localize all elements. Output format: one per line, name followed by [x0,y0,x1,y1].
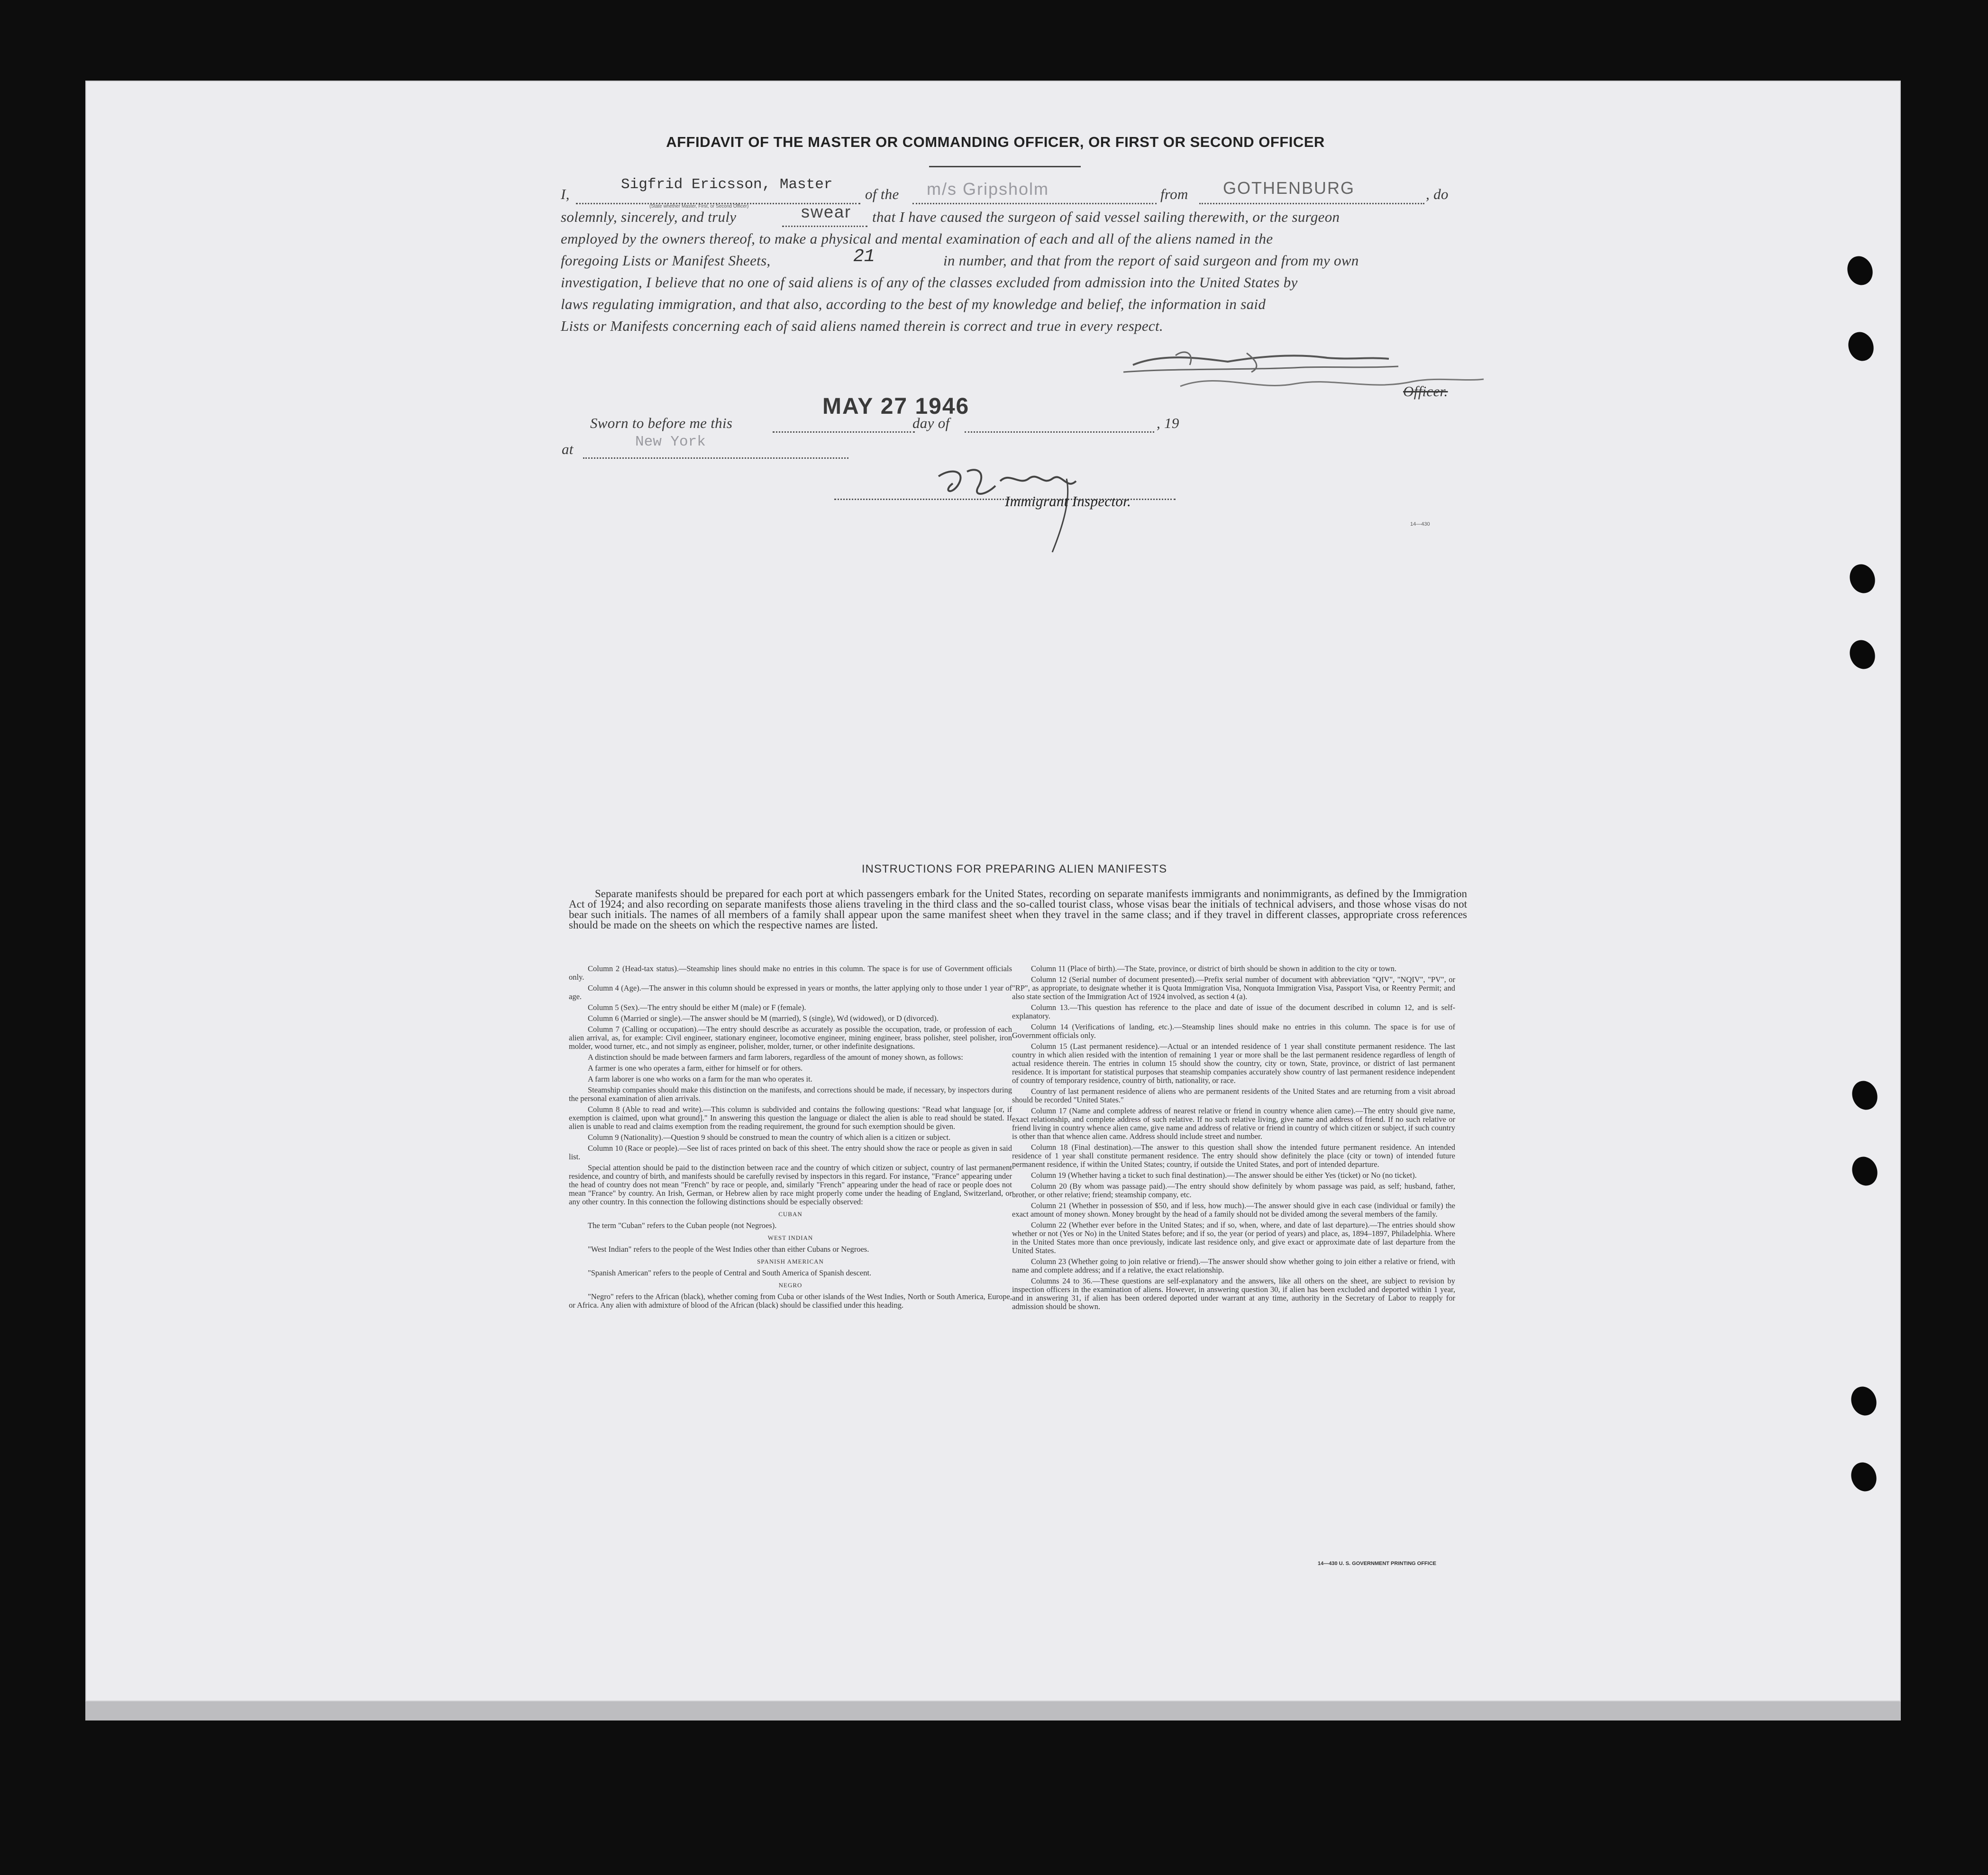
column-20-note: Column 20 (By whom was passage paid).—The entry should show definitely by whom passage was paid, as self; husband, father, brother, or other relative; friend; steamship company, etc. [1012,1182,1455,1199]
column-14-note: Column 14 (Verifications of landing, etc.).—Steamship lines should make no entries in this column. The space is for use of Government officials only. [1012,1022,1455,1040]
oath-word: swear [801,202,852,221]
negro-heading: NEGRO [778,1282,802,1289]
day-of-label: day of [912,415,950,431]
negro-definition: "Negro" refers to the African (black), whether coming from Cuba or other islands of the West Indies, North or South America, Europe, or Africa. Any alien with admixture of blood of the African (black) should be classified under this heading. [569,1292,1012,1310]
form-number: 14—430 [1410,521,1430,527]
place-name: New York [635,434,706,450]
instructions-left-column [569,965,1012,1312]
vessel-name: m/s Gripsholm [927,179,1049,199]
affidavit-title: AFFIDAVIT OF THE MASTER OR COMMANDING OFFICER, OR FIRST OR SECOND OFFICER [666,134,1325,150]
column-9-note: Column 9 (Nationality).—Question 9 should be construed to mean the country of which alien is a citizen or subject. [588,1133,951,1142]
column-2-note: Column 2 (Head-tax status).—Steamship lines should make no entries in this column. The space is for use of Government officials only. [569,964,1012,982]
affidavit-line-4b: in number, and that from the report of said surgeon and from my own [943,252,1359,269]
from-label: from [1160,186,1188,202]
instructions-intro: Separate manifests should be prepared for each port at which passengers embark for the United States, recording on separate manifests immigrants and nonimmigrants, as defined by the Immigration Act of 1924; and also recording on separate manifests those aliens traveling in the third class and the so-called tourist class, whose visas bear the initials of technical advisers, and those whose visas do not bear such initials. The names of all members of a family shall appear upon the same manifest sheet when they travel in the same class; and if they travel in different classes, appropriate cross references should be made on the sheets on which the respective names are listed. [569,888,1467,931]
printing-office-code: 14—430 U. S. GOVERNMENT PRINTING OFFICE [1318,1561,1436,1566]
column-6-note: Column 6 (Married or single).—The answer should be M (married), S (single), Wd (widowed), or D (divorced). [588,1014,939,1023]
instructions-title: INSTRUCTIONS FOR PREPARING ALIEN MANIFESTS [861,863,1167,875]
column-8-note: Column 8 (Able to read and write).—This column is subdivided and contains the following questions: "Read what language [or, if exemption is claimed, upon what ground]." In answering this question the language or dialect the alien is able to read should be stated. If alien is unable to read and claims exemption from the reading requirement, the ground for such exemption should be given. [569,1105,1012,1131]
sheet-bottom-edge [85,1702,1901,1720]
sworn-date-line [773,431,915,433]
steamship-distinction: Steamship companies should make this distinction on the manifests, and corrections should be made, if necessary, by inspectors during the personal examination of alien arrivals. [569,1085,1012,1103]
columns-24-36-note: Columns 24 to 36.—These questions are self-explanatory and the answers, like all others on the sheet, are subject to revision by inspection officers in the examination of aliens. However, in answering question 30, if alien has been excluded and deported within 1 year, and in answering 31, if alien has been ordered deported under warrant at any time, authority in the Secretary of Labor to reapply for admission should be shown. [1012,1276,1455,1311]
column-13-note: Column 13.—This question has reference to the place and date of issue of the document described in column 12, and is self-explanatory. [1012,1003,1455,1020]
sworn-date-stamp: MAY 27 1946 [822,394,970,419]
column-5-note: Column 5 (Sex).—The entry should be either M (male) or F (female). [588,1003,806,1012]
column-11-note: Column 11 (Place of birth).—The State, province, or district of birth should be shown in addition to the city or town. [1031,964,1397,973]
column-12-note: Column 12 (Serial number of document presented).—Prefix serial number of document with abbreviation "QIV", "NQIV", "PV", or "RP", as appropriate, to designate whether it is Quota Immigration Visa, Nonquota Immigration Visa, Passport Visa, or Reentry Permit; and also state section of the Immigration Act of 1924 involved, as section 4 (a). [1012,975,1455,1001]
column-18-note: Column 18 (Final destination).—The answer to this question shall show the intended future permanent residence. An intended residence of 1 year shall constitute permanent residence. The entry should show definitely the place (city or town) of intended future permanent residence, if within the United States; country, if outside the United States, and port of intended departure. [1012,1143,1455,1169]
column-7-note: Column 7 (Calling or occupation).—The entry should describe as accurately as possible the occupation, trade, or profession of each alien arrival, as, for example: Civil engineer, stationary engineer, locomotive engineer, mining engineer, brass polisher, steel polisher, iron molder, wood turner, etc., and not simply as engineer, polisher, molder, turner, or other indefinite designations. [569,1025,1012,1051]
affidavit-line-5: investigation, I believe that no one of said aliens is of any of the classes excluded from admission into the United States by [561,274,1298,291]
affidavit-i-label: I, [561,186,570,202]
column-17-note: Column 17 (Name and complete address of nearest relative or friend in country whence alien came).—The entry should give name, exact relationship, and complete address of such relative. If no such relative living, give name and address of friend. If no such relative or friend living in country whence alien came, give name and address of relative or friend in country of which citizen or subject, if such country is other than that whence alien came. Address should include street and number. [1012,1106,1455,1141]
inspector-label: Immigrant Inspector. [1005,493,1131,510]
cuban-heading: CUBAN [778,1211,802,1218]
sworn-label: Sworn to before me this [590,415,733,431]
cuban-definition: The term "Cuban" refers to the Cuban people (not Negroes). [588,1221,777,1230]
column-19-note: Column 19 (Whether having a ticket to such final destination).—The answer should be either Yes (ticket) or No (no ticket). [1031,1171,1417,1180]
west-indian-definition: "West Indian" refers to the people of the West Indies other than either Cubans or Negroes. [588,1245,869,1254]
column-21-note: Column 21 (Whether in possession of $50, and if less, how much).—The answer should give in each case (individual or family) the exact amount of money shown. Money brought by the head of a family should not be divided among the several members of the family. [1012,1201,1455,1219]
title-divider [929,166,1081,167]
affidavit-line-2b: that I have caused the surgeon of said vessel sailing therewith, or the surgeon [872,209,1340,225]
place-line [583,457,848,459]
port-line [1199,203,1424,204]
farm-laborer-definition: A farm laborer is one who works on a farm for the man who operates it. [588,1074,812,1083]
officer-label: Officer. [1403,383,1448,400]
spanish-american-heading: SPANISH AMERICAN [757,1258,824,1265]
farmer-definition: A farmer is one who operates a farm, either for himself or for others. [588,1064,803,1073]
race-distinction-note: Special attention should be paid to the distinction between race and the country of which citizen or subject, country of last permanent residence, and country of birth, and manifests should be carefully revised by inspectors in this regard. For instance, "France" appearing under the head of country does not mean "French" by race or people, and, similarly "French" appearing under the head of race or people does not mean "France" by country. An Irish, German, or Hebrew alien by race might properly come under the heading of England, Switzerland, or any other country. In this connection the following distinctions should be especially observed: [569,1163,1012,1206]
year-prefix: , 19 [1157,415,1179,431]
role-hint: (State whether Master, First, or Second Officer) [649,204,749,209]
instructions-right-column [1012,965,1455,1313]
affidavit-line-3: employed by the owners thereof, to make a physical and mental examination of each and all of the aliens named in the [561,230,1273,247]
affidavit-line-2a: solemnly, sincerely, and truly [561,209,737,225]
column-10-note: Column 10 (Race or people).—See list of races printed on back of this sheet. The entry should show the race or people as given in said list. [569,1144,1012,1161]
vessel-line [912,203,1157,204]
at-label: at [562,441,574,457]
port-name: GOTHENBURG [1223,178,1355,198]
do-label: , do [1426,186,1449,202]
of-the-label: of the [865,186,899,202]
column-4-note: Column 4 (Age).—The answer in this column should be expressed in years or months, the latter applying only to those under 1 year of age. [569,983,1012,1001]
farmer-distinction: A distinction should be made between farmers and farm laborers, regardless of the amount of money shown, as follows: [588,1053,963,1062]
spanish-american-definition: "Spanish American" refers to the people of Central and South America of Spanish descent. [588,1268,872,1277]
affidavit-line-6: laws regulating immigration, and that also, according to the best of my knowledge and belief, the information in said [561,296,1266,312]
affidavit-line-4a: foregoing Lists or Manifest Sheets, [561,252,771,269]
master-name: Sigfrid Ericsson, Master [621,176,833,193]
column-22-note: Column 22 (Whether ever before in the United States; and if so, when, where, and date of last departure).—The entries should show whether or not (Yes or No) in the United States before; and if so, the year (or period of years) and place, as, 1894–1897, Philadelphia. Where in the United States more than once previously, indicate last residence only, and give exact or approximate date of last departure from the United States. [1012,1220,1455,1255]
oath-line [782,226,867,227]
column-15-note: Column 15 (Last permanent residence).—Actual or an intended residence of 1 year shall constitute permanent residence. The last country in which alien resided with the intention of remaining 1 year or more shall be the last permanent residence regardless of length of actual residence therein. The entries in column 15 should show the country, city or town, State, province, or district of last permanent residence. It is important for statistical purposes that steamship companies accurately show country of last permanent residence independent of country of temporary residence, country of birth, nationality, or race. [1012,1042,1455,1085]
month-line [965,431,1154,433]
master-signature [1104,339,1493,415]
returning-residents-note: Country of last permanent residence of aliens who are permanent residents of the United States and are returning from a visit abroad should be recorded "United States." [1012,1087,1455,1104]
affidavit-line-7: Lists or Manifests concerning each of said aliens named therein is correct and true in every respect. [561,318,1163,334]
sheets-count: 21 [853,246,875,267]
column-23-note: Column 23 (Whether going to join relative or friend).—The answer should show whether going to join either a relative or friend, with name and complete address; and if a relative, the exact relationship. [1012,1257,1455,1274]
west-indian-heading: WEST INDIAN [767,1234,813,1241]
